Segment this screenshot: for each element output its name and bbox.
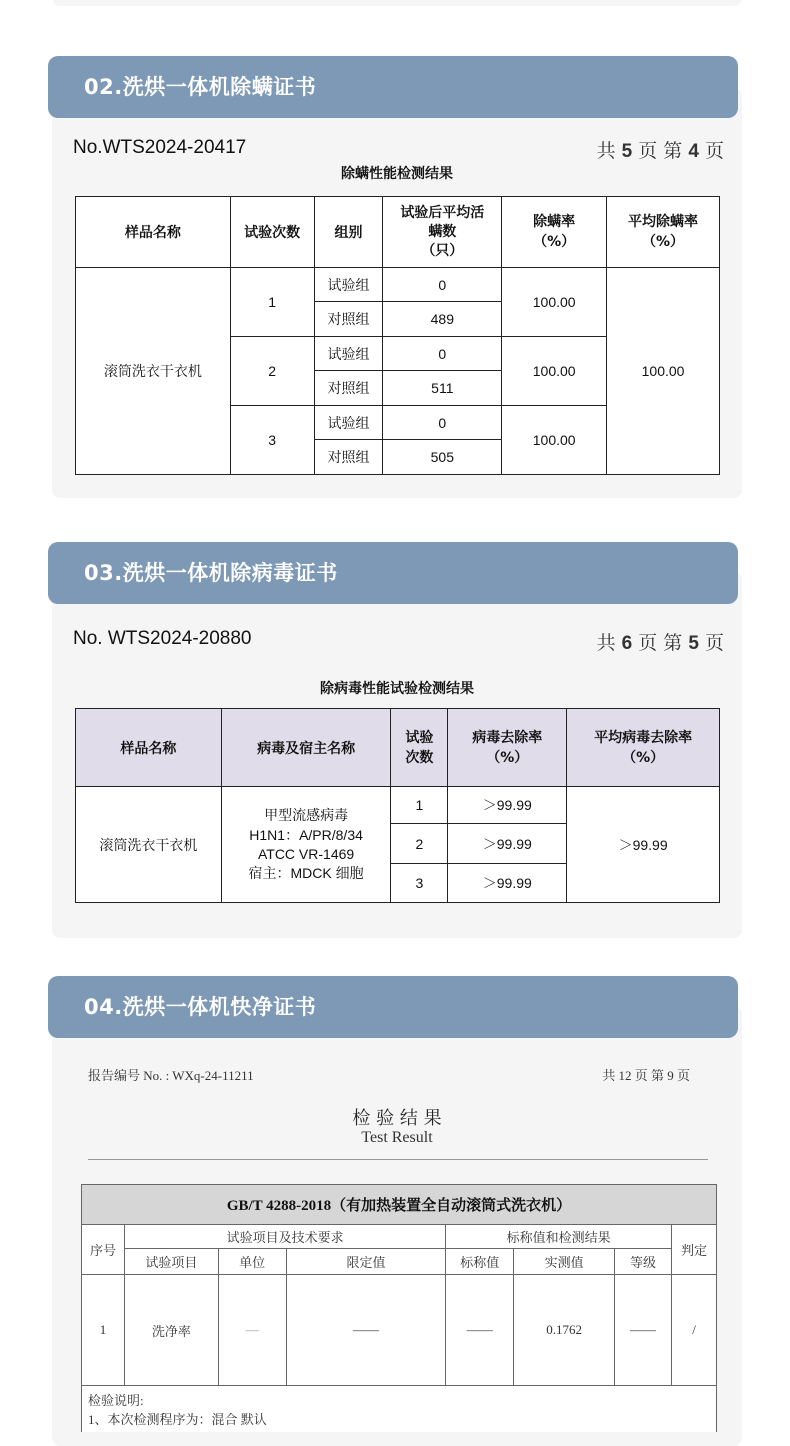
group-cell: 试验组: [314, 337, 383, 371]
page-current: 4: [688, 141, 699, 162]
row-measured: 0.1762: [514, 1275, 615, 1386]
test-result-title-cn: 检 验 结 果: [352, 1108, 442, 1129]
header-line: （%）: [642, 234, 685, 250]
header-test-item: 试验项目: [124, 1249, 218, 1275]
page-mid: 页 第: [638, 632, 683, 654]
live-mites-cell: 489: [383, 302, 502, 337]
header-line: 试验: [405, 729, 434, 746]
mite-page-info: [597, 136, 724, 163]
header-line: 试验后平均活: [400, 204, 485, 221]
removal-rate-cell: 100.00: [502, 337, 607, 406]
header-avg-removal-rate: [607, 197, 720, 268]
header-trial-count: [391, 709, 448, 787]
group-cell: 试验组: [314, 406, 383, 440]
notes-title: 检验说明:: [88, 1393, 144, 1408]
trial-number: 1: [391, 787, 448, 824]
removal-rate-cell: 100.00: [502, 406, 607, 475]
header-nominal-results-group: 标称值和检测结果: [446, 1225, 672, 1249]
virus-page-info: [597, 628, 724, 655]
header-grade: 等级: [615, 1249, 672, 1275]
header-seq: 序号: [82, 1225, 125, 1275]
quick-clean-certificate-banner: 04.洗烘一体机快净证书: [48, 976, 738, 1038]
mite-cert-number: No.WTS2024-20417: [73, 137, 247, 158]
virus-removal-rate-cell: ＞99.99: [448, 864, 567, 903]
header-avg-virus-removal-rate: [567, 709, 720, 787]
row-nominal: ——: [446, 1275, 514, 1386]
trial-number: 3: [230, 406, 314, 475]
page-prefix: 共: [596, 140, 616, 162]
header-line: 病毒去除率: [472, 729, 543, 746]
header-sample-name: 样品名称: [76, 197, 231, 268]
header-removal-rate: [502, 197, 607, 268]
live-mites-cell: 511: [383, 371, 502, 406]
row-grade: ——: [615, 1275, 672, 1386]
virus-cert-number: No. WTS2024-20880: [73, 628, 252, 649]
header-group: 组别: [314, 197, 383, 268]
virus-line: 甲型流感病毒: [264, 807, 349, 824]
test-notes: [82, 1386, 717, 1433]
standard-title: GB/T 4288-2018（有加热装置全自动滚筒式洗衣机）: [82, 1185, 717, 1225]
row-limit: ——: [286, 1275, 446, 1386]
group-cell: 对照组: [314, 371, 383, 406]
header-avg-live-mites: [383, 197, 502, 268]
virus-result-table: [75, 708, 720, 903]
header-test-items-group: 试验项目及技术要求: [124, 1225, 445, 1249]
avg-removal-rate-cell: 100.00: [607, 268, 720, 475]
page-current: 5: [688, 633, 699, 654]
trial-number: 2: [230, 337, 314, 406]
header-line: 平均病毒去除率: [594, 729, 693, 746]
live-mites-cell: 0: [383, 268, 502, 302]
page-prefix: 共: [596, 632, 616, 654]
virus-table-title: 除病毒性能试验检测结果: [320, 681, 474, 697]
title-divider: [88, 1159, 708, 1160]
notes-line: 1、本次检测程序为：混合 默认: [88, 1412, 267, 1427]
group-cell: 试验组: [314, 268, 383, 302]
page-suffix: 页: [704, 140, 724, 162]
header-limit: 限定值: [286, 1249, 446, 1275]
header-line: （只）: [421, 242, 464, 259]
header-virus-removal-rate: [448, 709, 567, 787]
trial-number: 2: [391, 824, 448, 864]
header-line: （%）: [533, 234, 576, 250]
virus-line: 宿主：MDCK 细胞: [248, 864, 364, 881]
live-mites-cell: 505: [383, 440, 502, 475]
page-mid: 页 第: [638, 140, 683, 162]
header-line: （%）: [486, 749, 529, 766]
live-mites-cell: 0: [383, 337, 502, 371]
sample-name-cell: 滚筒洗衣干衣机: [76, 787, 222, 903]
trial-number: 1: [230, 268, 314, 337]
header-sample-name: 样品名称: [76, 709, 222, 787]
header-line: （%）: [622, 749, 665, 766]
header-line: 平均除螨率: [628, 214, 699, 230]
live-mites-cell: 0: [383, 406, 502, 440]
mite-certificate-banner: 02.洗烘一体机除螨证书: [48, 56, 738, 118]
report-page-info: 共 12 页 第 9 页: [602, 1068, 690, 1083]
header-unit: 单位: [218, 1249, 286, 1275]
header-measured: 实测值: [514, 1249, 615, 1275]
header-line: 除螨率: [533, 214, 576, 230]
group-cell: 对照组: [314, 440, 383, 475]
row-unit: —: [218, 1275, 286, 1386]
header-line: 次数: [405, 749, 434, 766]
virus-host-cell: [221, 787, 391, 903]
page-total: 6: [621, 633, 633, 654]
row-seq: 1: [82, 1275, 125, 1386]
virus-line: H1N1：A/PR/8/34: [249, 826, 363, 843]
header-judgement: 判定: [672, 1225, 717, 1275]
trial-number: 3: [391, 864, 448, 903]
removal-rate-cell: 100.00: [502, 268, 607, 337]
previous-card-bottom: [52, 0, 742, 6]
header-trial-count: 试验次数: [230, 197, 314, 268]
report-number: 报告编号 No. : WXq-24-11211: [88, 1068, 254, 1083]
sample-name-cell: 滚筒洗衣干衣机: [76, 268, 231, 475]
row-judgement: /: [672, 1275, 717, 1386]
wash-test-table: [81, 1184, 717, 1432]
virus-certificate-banner: 03.洗烘一体机除病毒证书: [48, 542, 738, 604]
virus-line: ATCC VR-1469: [257, 845, 355, 862]
mite-table-title: 除螨性能检测结果: [341, 166, 453, 182]
page-total: 5: [621, 141, 633, 162]
row-item: 洗净率: [124, 1275, 218, 1386]
test-result-title-en: Test Result: [361, 1129, 433, 1146]
page-suffix: 页: [704, 632, 724, 654]
virus-removal-rate-cell: ＞99.99: [448, 787, 567, 824]
avg-virus-removal-rate-cell: ＞99.99: [567, 787, 720, 903]
header-virus-host: 病毒及宿主名称: [221, 709, 391, 787]
group-cell: 对照组: [314, 302, 383, 337]
header-nominal: 标称值: [446, 1249, 514, 1275]
mite-result-table: [75, 196, 720, 475]
header-line: 螨数: [428, 223, 457, 240]
virus-removal-rate-cell: ＞99.99: [448, 824, 567, 864]
